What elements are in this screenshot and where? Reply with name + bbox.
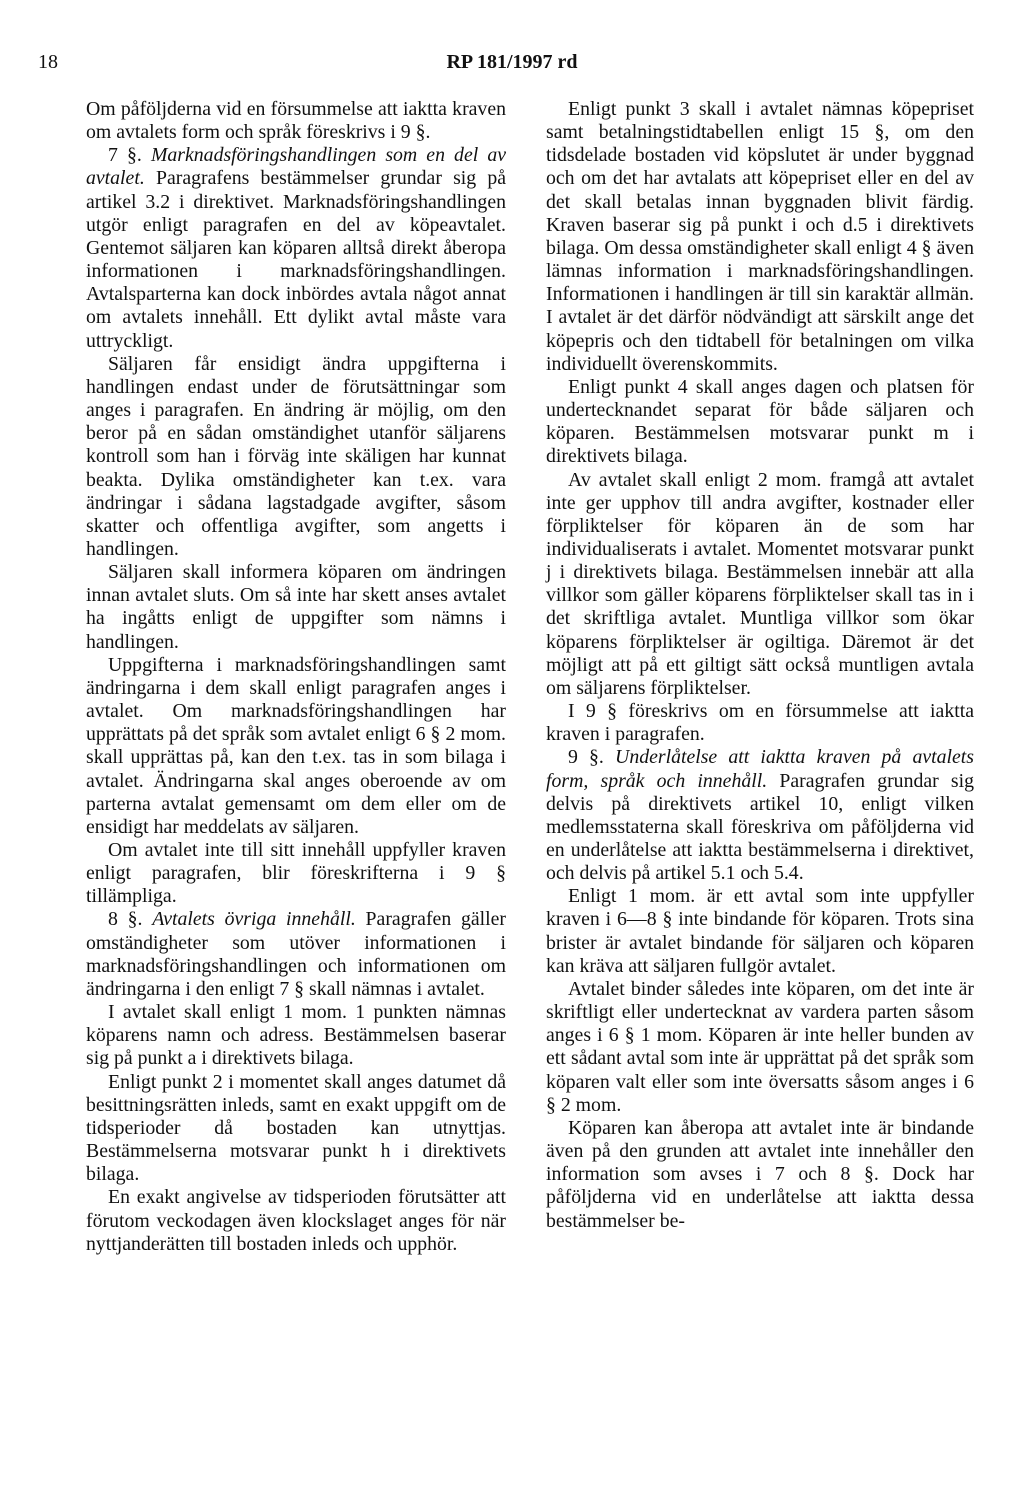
- page-number: 18: [38, 51, 58, 73]
- paragraph: I 9 § föreskrivs om en försummelse att iaktta kraven i paragrafen.: [546, 700, 974, 746]
- section-number: 7 §.: [108, 144, 142, 167]
- paragraph: I avtalet skall enligt 1 mom. 1 punkten nämnas köparens namn och adress. Bestämmelsen baserar sig på punkt a i direktivets bilaga.: [86, 1001, 506, 1070]
- paragraph: Om påföljderna vid en försummelse att iaktta kraven om avtalets form och språk föreskrivs i 9 §.: [86, 98, 506, 144]
- paragraph: Enligt 1 mom. är ett avtal som inte uppfyller kraven i 6—8 § inte bindande för köparen. Trots sina brister är avtalet bindande för säljaren och köparen kan kräva att säljaren fullgör avtalet.: [546, 885, 974, 977]
- paragraph: Säljaren skall informera köparen om ändringen innan avtalet sluts. Om så inte har skett anses avtalet ha ingåtts enligt de uppgifter som nämns i handlingen.: [86, 561, 506, 653]
- paragraph: Enligt punkt 2 i momentet skall anges datumet då besittningsrätten inleds, samt en exakt uppgift om de tidsperioder då bostaden kan utnyttjas. Bestämmelserna motsvarar punkt h i direktivets bilaga.: [86, 1070, 506, 1186]
- section-body: Paragrafen grundar sig delvis på direktivets artikel 10, enligt vilken medlemsstaterna skall föreskriva om påföljderna vid en underlåtelse att iaktta bestämmelserna i direktivet, och delvis på artikel 5.1 och 5.4.: [546, 769, 974, 885]
- running-head: RP 181/1997 rd: [446, 51, 578, 73]
- paragraph: Enligt punkt 4 skall anges dagen och platsen för undertecknandet separat för både säljaren och köparen. Bestämmelsen motsvarar punkt m i direktivets bilaga.: [546, 375, 974, 468]
- section-paragraph: [546, 746, 974, 885]
- left-column: [86, 98, 506, 1256]
- paragraph: Köparen kan åberopa att avtalet inte är bindande även på den grunden att avtalet inte innehåller den information som avses i 7 och 8 §. Dock har påföljderna vid en underlåtelse att iaktta dessa bestämmelser be-: [546, 1116, 974, 1232]
- section-paragraph: [86, 144, 506, 352]
- section-title: Avtalets övriga innehåll.: [152, 908, 356, 931]
- paragraph: Säljaren får ensidigt ändra uppgifterna i handlingen endast under de förutsättningar som anges i paragrafen. En ändring är möjlig, om den beror på en sådan omständighet utanför säljarens kontroll som han i förväg inte skäligen har kunnat beakta. Dylika omständigheter kan t.ex. vara ändringar i sådana lagstadgade avgifter, såsom skatter och offentliga avgifter, som angetts i handlingen.: [86, 352, 506, 560]
- section-number: 9 §.: [568, 746, 604, 769]
- paragraph: Uppgifterna i marknadsföringshandlingen samt ändringarna i dem skall enligt paragrafen anges i avtalet. Om marknadsföringshandlingen har upprättats på det språk som avtalet enligt 6 § 2 mom. skall upprättas på, kan den t.ex. tas in som bilaga i avtalet. Ändringarna skal anges oberoende av om parterna avtalat gemensamt om dem eller om de ensidigt har meddelats av säljaren.: [86, 653, 506, 838]
- paragraph: En exakt angivelse av tidsperioden förutsätter att förutom veckodagen även klockslaget anges för när nyttjanderätten till bostaden inleds och upphör.: [86, 1186, 506, 1255]
- section-title: Underlåtelse att iaktta kraven på avtalets form, språk och innehåll.: [546, 746, 975, 792]
- section-title: Marknadsföringshandlingen som en del av avtalet.: [86, 144, 506, 190]
- section-paragraph: [86, 908, 506, 1001]
- paragraph: Avtalet binder således inte köparen, om det inte är skriftligt eller undertecknat av vardera parten såsom anges i 6 § 1 mom. Köparen är inte heller bunden av ett sådant avtal som inte är upprättat på det språk som köparen valt eller som inte översatts såsom anges i 6 § 2 mom.: [546, 977, 974, 1116]
- paragraph: Enligt punkt 3 skall i avtalet nämnas köpepriset samt betalningstidtabellen enligt 15 §, om den tidsdelade bostaden vid köpslutet är under byggnad och om det har avtalats att köpepriset eller en del av det skall betalas innan byggnaden blivit färdig. Kraven baserar sig på punkt i och d.5 i direktivets bilaga. Om dessa omständigheter skall enligt 4 § även lämnas information i marknadsföringshandlingen. Informationen i handlingen är till sin karaktär allmän. I avtalet är det därför nödvändigt att särskilt ange det köpepris och den tidtabell för betalningen om vilka individuellt överenskommits.: [546, 98, 974, 375]
- section-number: 8 §.: [108, 908, 143, 931]
- section-body: Paragrafen gäller omständigheter som utöver informationen i marknadsföringshandlingen och informationen om ändringarna i den enligt 7 § skall nämnas i avtalet.: [86, 908, 506, 1000]
- paragraph: Av avtalet skall enligt 2 mom. framgå att avtalet inte ger upphov till andra avgifter, kostnader eller förpliktelser för köparen än de som har individualiserats i avtalet. Momentet motsvarar punkt j i direktivets bilaga. Bestämmelsen innebär att alla villkor som gäller köparens förpliktelser skall tas in i det skriftliga avtalet. Muntliga villkor som ökar köparens förpliktelser är ogiltiga. Däremot är det möjligt att på ett giltigt sätt också muntligen avtala om säljarens förpliktelser.: [546, 468, 974, 699]
- right-column: [546, 98, 974, 1233]
- section-body: Paragrafens bestämmelser grundar sig på artikel 3.2 i direktivet. Marknadsföringshandlingen utgör enligt paragrafen en del av köpeavtalet. Gentemot säljaren kan köparen alltså direkt åberopa informationen i marknadsföringshandlingen. Avtalsparterna kan dock inbördes avtala något annat om avtalets innehåll. Ett dylikt avtal måste vara uttryckligt.: [86, 167, 506, 352]
- paragraph: Om avtalet inte till sitt innehåll uppfyller kraven enligt paragrafen, blir föreskrifterna i 9 § tillämpliga.: [86, 839, 506, 908]
